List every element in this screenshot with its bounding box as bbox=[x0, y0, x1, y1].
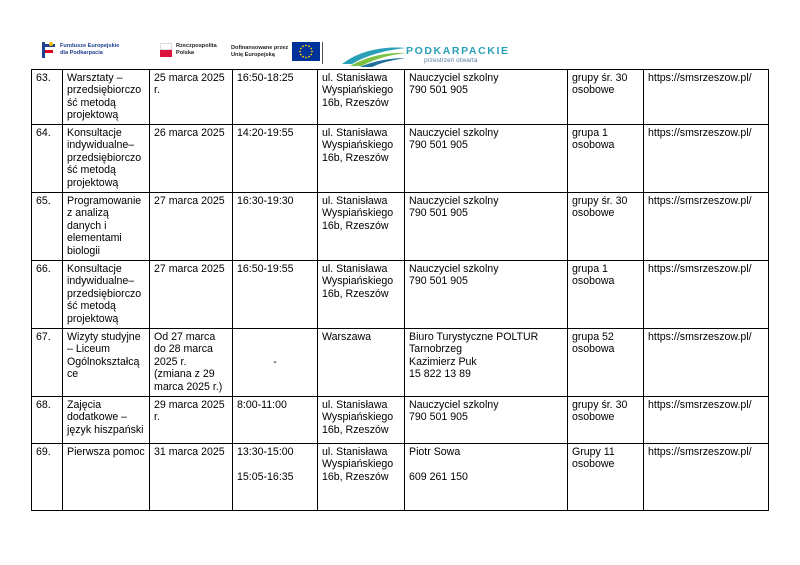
activity-time: 14:20-19:55 bbox=[233, 125, 318, 193]
podkarpackie-wave-icon bbox=[340, 42, 410, 68]
rp-logo-text: Rzeczpospolita Polska bbox=[176, 43, 217, 56]
activity-date: Od 27 marca do 28 marca 2025 r. (zmiana z 29 marca 2025 r.) bbox=[150, 329, 233, 397]
eu-flag-icon bbox=[292, 42, 320, 61]
activity-name: Warsztaty – przedsiębiorczo ść metodą projektową bbox=[63, 70, 150, 125]
activity-place: ul. Stanisława Wyspiańskiego 16b, Rzeszów bbox=[318, 261, 405, 329]
group-size: Grupy 11 osobowe bbox=[568, 444, 644, 511]
row-number: 66. bbox=[32, 261, 63, 329]
group-size: grupy śr. 30 osobowe bbox=[568, 193, 644, 261]
table-row bbox=[32, 261, 769, 329]
table-row bbox=[32, 397, 769, 444]
table-row bbox=[32, 125, 769, 193]
row-number: 64. bbox=[32, 125, 63, 193]
group-size: grupy śr. 30 osobowe bbox=[568, 70, 644, 125]
activity-time: 16:50-19:55 bbox=[233, 261, 318, 329]
activity-place: ul. Stanisława Wyspiańskiego 16b, Rzeszów bbox=[318, 444, 405, 511]
website-link[interactable]: https://smsrzeszow.pl/ bbox=[644, 125, 769, 193]
activity-time: 16:30-19:30 bbox=[233, 193, 318, 261]
activity-contact: Piotr Sowa 609 261 150 bbox=[405, 444, 568, 511]
table-row bbox=[32, 444, 769, 511]
page-header bbox=[0, 0, 800, 70]
activity-place: ul. Stanisława Wyspiańskiego 16b, Rzeszów bbox=[318, 193, 405, 261]
activity-contact: Nauczyciel szkolny 790 501 905 bbox=[405, 397, 568, 444]
podkarpackie-logo bbox=[340, 42, 510, 68]
eu-logo-text: Dofinansowane przez Unię Europejską bbox=[231, 44, 289, 58]
schedule-table bbox=[31, 69, 769, 511]
website-link[interactable]: https://smsrzeszow.pl/ bbox=[644, 261, 769, 329]
activity-time: - bbox=[233, 329, 318, 397]
activity-contact: Nauczyciel szkolny 790 501 905 bbox=[405, 70, 568, 125]
row-number: 69. bbox=[32, 444, 63, 511]
group-size: grupa 1 osobowa bbox=[568, 261, 644, 329]
table-row bbox=[32, 193, 769, 261]
activity-contact: Nauczyciel szkolny 790 501 905 bbox=[405, 261, 568, 329]
rzeczpospolita-logo bbox=[160, 43, 217, 57]
activity-date: 31 marca 2025 bbox=[150, 444, 233, 511]
activity-place: ul. Stanisława Wyspiańskiego 16b, Rzeszów bbox=[318, 125, 405, 193]
website-link[interactable]: https://smsrzeszow.pl/ bbox=[644, 444, 769, 511]
row-number: 68. bbox=[32, 397, 63, 444]
activity-contact: Nauczyciel szkolny 790 501 905 bbox=[405, 125, 568, 193]
group-size: grupy śr. 30 osobowe bbox=[568, 397, 644, 444]
activity-name: Konsultacje indywidualne– przedsiębiorczo ść metodą projektową bbox=[63, 125, 150, 193]
activity-contact: Biuro Turystyczne POLTUR Tarnobrzeg Kazimierz Puk 15 822 13 89 bbox=[405, 329, 568, 397]
table-row bbox=[32, 70, 769, 125]
group-size: grupa 52 osobowa bbox=[568, 329, 644, 397]
activity-time: 13:30-15:00 15:05-16:35 bbox=[233, 444, 318, 511]
website-link[interactable]: https://smsrzeszow.pl/ bbox=[644, 70, 769, 125]
website-link[interactable]: https://smsrzeszow.pl/ bbox=[644, 193, 769, 261]
row-number: 63. bbox=[32, 70, 63, 125]
activity-contact: Nauczyciel szkolny 790 501 905 bbox=[405, 193, 568, 261]
activity-date: 27 marca 2025 bbox=[150, 261, 233, 329]
activity-time: 16:50-18:25 bbox=[233, 70, 318, 125]
fe-logo-text: Fundusze Europejskie dla Podkarpacia bbox=[60, 43, 120, 56]
website-link[interactable]: https://smsrzeszow.pl/ bbox=[644, 329, 769, 397]
activity-date: 25 marca 2025 r. bbox=[150, 70, 233, 125]
activity-place: ul. Stanisława Wyspiańskiego 16b, Rzeszów bbox=[318, 70, 405, 125]
row-number: 67. bbox=[32, 329, 63, 397]
eu-cofinancing-logo bbox=[227, 42, 320, 61]
pk-logo-name: PODKARPACKIE bbox=[406, 45, 510, 57]
logo-divider bbox=[322, 42, 323, 64]
polish-flag-icon bbox=[160, 43, 172, 57]
activity-place: Warszawa bbox=[318, 329, 405, 397]
activity-time: 8:00-11:00 bbox=[233, 397, 318, 444]
activity-name: Programowanie z analizą danych i elementami biologii bbox=[63, 193, 150, 261]
website-link[interactable]: https://smsrzeszow.pl/ bbox=[644, 397, 769, 444]
activity-date: 26 marca 2025 bbox=[150, 125, 233, 193]
activity-name: Pierwsza pomoc bbox=[63, 444, 150, 511]
activity-name: Zajęcia dodatkowe – język hiszpański bbox=[63, 397, 150, 444]
fe-emblem-icon bbox=[40, 42, 56, 58]
pk-logo-subtitle: przestrzeń otwarta bbox=[424, 57, 478, 64]
activity-name: Konsultacje indywidualne– przedsiębiorczo ść metodą projektową bbox=[63, 261, 150, 329]
activity-name: Wizyty studyjne – Liceum Ogólnokształcą ce bbox=[63, 329, 150, 397]
activity-date: 27 marca 2025 bbox=[150, 193, 233, 261]
fundusze-europejskie-logo bbox=[40, 42, 119, 58]
activity-date: 29 marca 2025 r. bbox=[150, 397, 233, 444]
table-row bbox=[32, 329, 769, 397]
group-size: grupa 1 osobowa bbox=[568, 125, 644, 193]
row-number: 65. bbox=[32, 193, 63, 261]
schedule-table-body bbox=[32, 70, 769, 511]
activity-place: ul. Stanisława Wyspiańskiego 16b, Rzeszów bbox=[318, 397, 405, 444]
